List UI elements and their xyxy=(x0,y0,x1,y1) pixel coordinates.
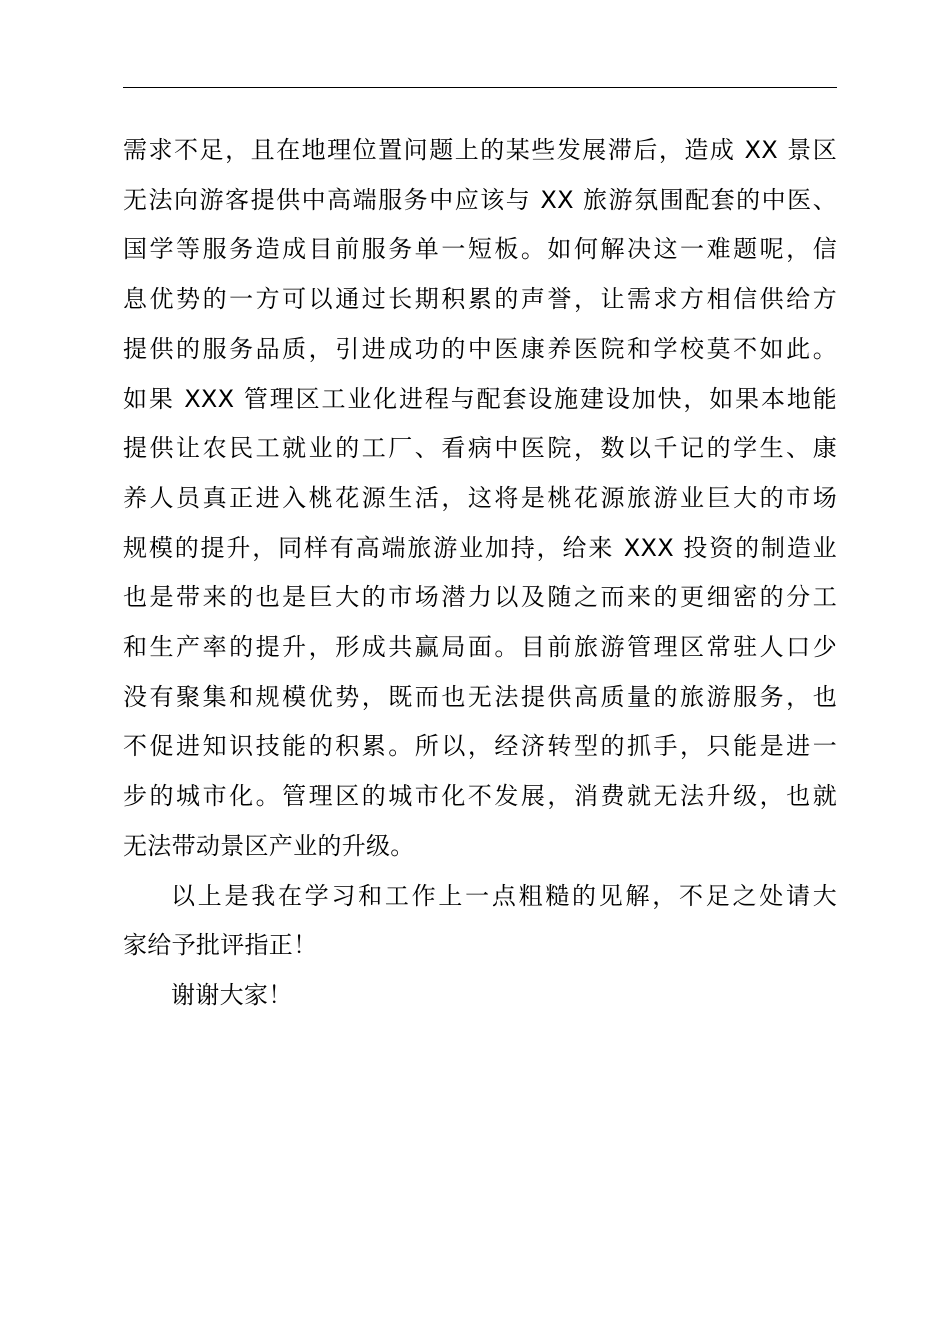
text-line: 也是带来的也是巨大的市场潜力以及随之而来的更细密的分工 xyxy=(123,583,837,612)
text-line: 养人员真正进入桃花源生活，这将是桃花源旅游业巨大的市场 xyxy=(123,483,837,512)
header-rule xyxy=(123,87,837,88)
text-line: 提供的服务品质，引进成功的中医康养医院和学校莫不如此。 xyxy=(123,334,837,363)
text-line: 以上是我在学习和工作上一点粗糙的见解，不足之处请大 xyxy=(171,881,837,910)
paragraph-closing xyxy=(123,872,837,971)
text-line: 和生产率的提升，形成共赢局面。目前旅游管理区常驻人口少 xyxy=(123,633,837,662)
paragraph-main xyxy=(123,126,837,872)
text-line: 需求不足，且在地理位置问题上的某些发展滞后，造成 XX 景区 xyxy=(123,136,837,164)
text-line: 没有聚集和规模优势，既而也无法提供高质量的旅游服务，也 xyxy=(123,682,837,711)
paragraph-thanks xyxy=(123,971,837,1021)
text-line: 步的城市化。管理区的城市化不发展，消费就无法升级，也就 xyxy=(123,782,837,811)
text-line: 息优势的一方可以通过长期积累的声誉，让需求方相信供给方 xyxy=(123,285,837,314)
text-line: 规模的提升，同样有高端旅游业加持，给来 XXX 投资的制造业 xyxy=(123,533,837,562)
text-line: 谢谢大家！ xyxy=(171,980,293,1009)
text-line: 国学等服务造成目前服务单一短板。如何解决这一难题呢，信 xyxy=(123,235,837,264)
document-body xyxy=(123,126,837,1021)
text-line: 如果 XXX 管理区工业化进程与配套设施建设加快，如果本地能 xyxy=(123,384,837,413)
text-line: 不促进知识技能的积累。所以，经济转型的抓手，只能是进一 xyxy=(123,732,837,761)
text-line: 无法带动景区产业的升级。 xyxy=(123,831,415,860)
text-line: 提供让农民工就业的工厂、看病中医院，数以千记的学生、康 xyxy=(123,434,837,463)
text-line: 家给予批评指正！ xyxy=(123,931,318,960)
text-line: 无法向游客提供中高端服务中应该与 XX 旅游氛围配套的中医、 xyxy=(123,185,837,214)
